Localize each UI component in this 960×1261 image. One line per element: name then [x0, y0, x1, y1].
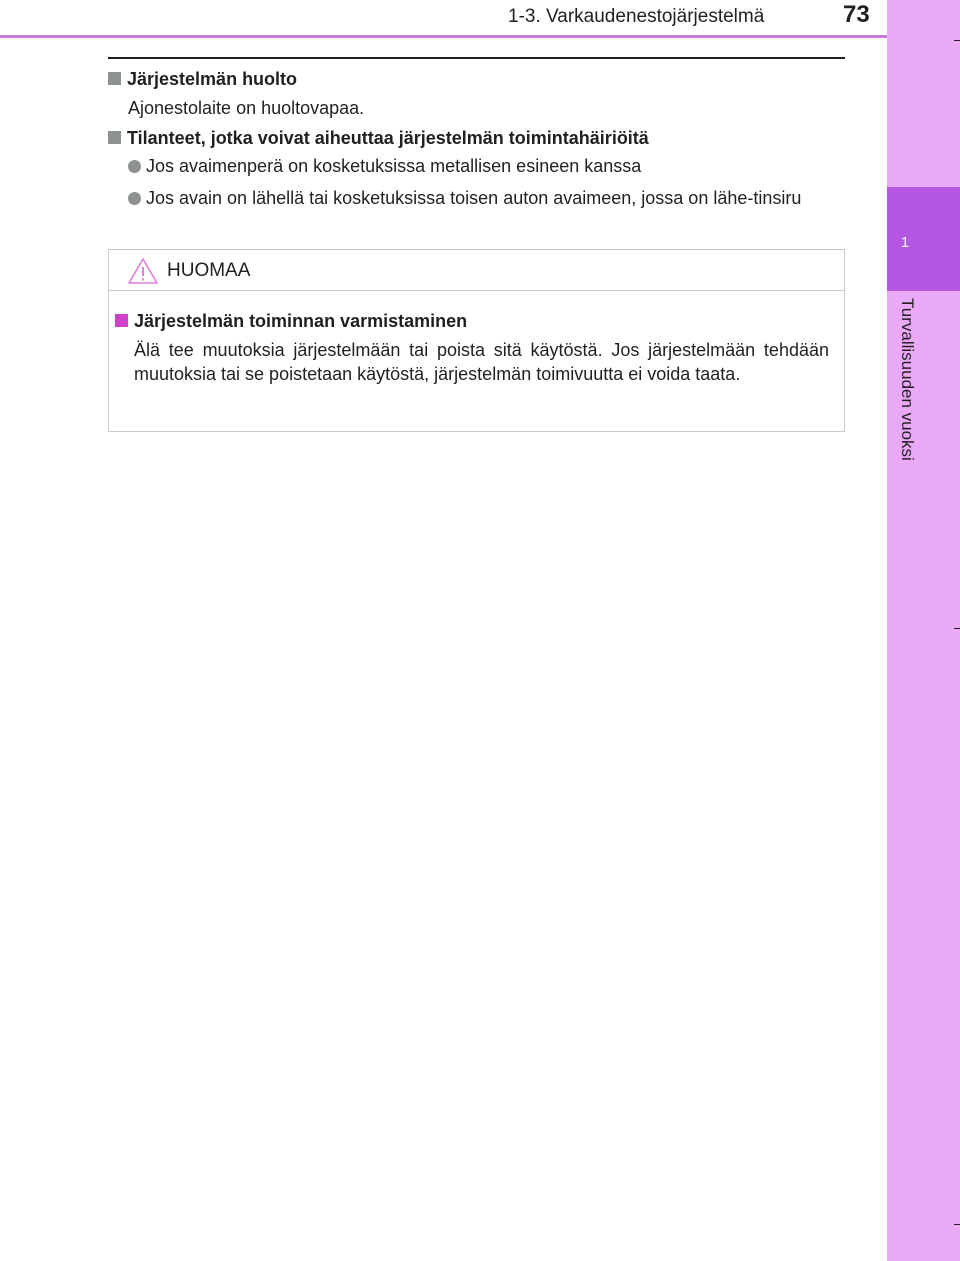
- list-item-text: Jos avaimenperä on kosketuksissa metallisen esineen kanssa: [146, 156, 642, 176]
- square-bullet-icon: [108, 131, 121, 144]
- list-item-text: Jos avain on lähellä tai kosketuksissa toisen auton avaimeen, jossa on lähe-tinsiru: [146, 188, 802, 208]
- section-heading-malfunctions: [108, 128, 649, 149]
- content-top-rule: [108, 57, 845, 59]
- crop-mark: [954, 40, 960, 41]
- chapter-number: 1: [900, 234, 910, 251]
- header-rule: [0, 35, 887, 38]
- caution-heading: [115, 311, 467, 332]
- caution-label: HUOMAA: [167, 260, 251, 281]
- warning-triangle-icon: [127, 257, 159, 285]
- round-bullet-icon: [128, 192, 141, 205]
- section-title: 1-3. Varkaudenestojärjestelmä: [508, 6, 765, 27]
- maintenance-text: Ajonestolaite on huoltovapaa.: [128, 98, 365, 118]
- crop-mark: [954, 1224, 960, 1225]
- caution-text: Älä tee muutoksia järjestelmään tai poista sitä käytöstä. Jos järjestelmään tehdään muutoksia tai se poistetaan käytöstä, järjestelmän toimivuutta ei voida taata.: [134, 340, 829, 384]
- section-heading-maintenance: [108, 69, 297, 90]
- list-item: [128, 186, 845, 211]
- crop-mark: [954, 628, 960, 629]
- caution-heading-text: Järjestelmän toiminnan varmistaminen: [134, 311, 468, 331]
- page-number: 73: [843, 1, 870, 28]
- caution-header: [109, 250, 844, 291]
- caution-box: [108, 249, 845, 432]
- chapter-label: Turvallisuuden vuoksi: [898, 298, 917, 461]
- heading-text: Järjestelmän huolto: [127, 69, 298, 89]
- chapter-tab: [887, 187, 960, 291]
- square-bullet-icon: [115, 314, 128, 327]
- round-bullet-icon: [128, 160, 141, 173]
- square-bullet-icon: [108, 72, 121, 85]
- page-header: [0, 0, 887, 40]
- list-item: [128, 154, 845, 179]
- heading-text: Tilanteet, jotka voivat aiheuttaa järjestelmän toimintahäiriöitä: [127, 128, 649, 148]
